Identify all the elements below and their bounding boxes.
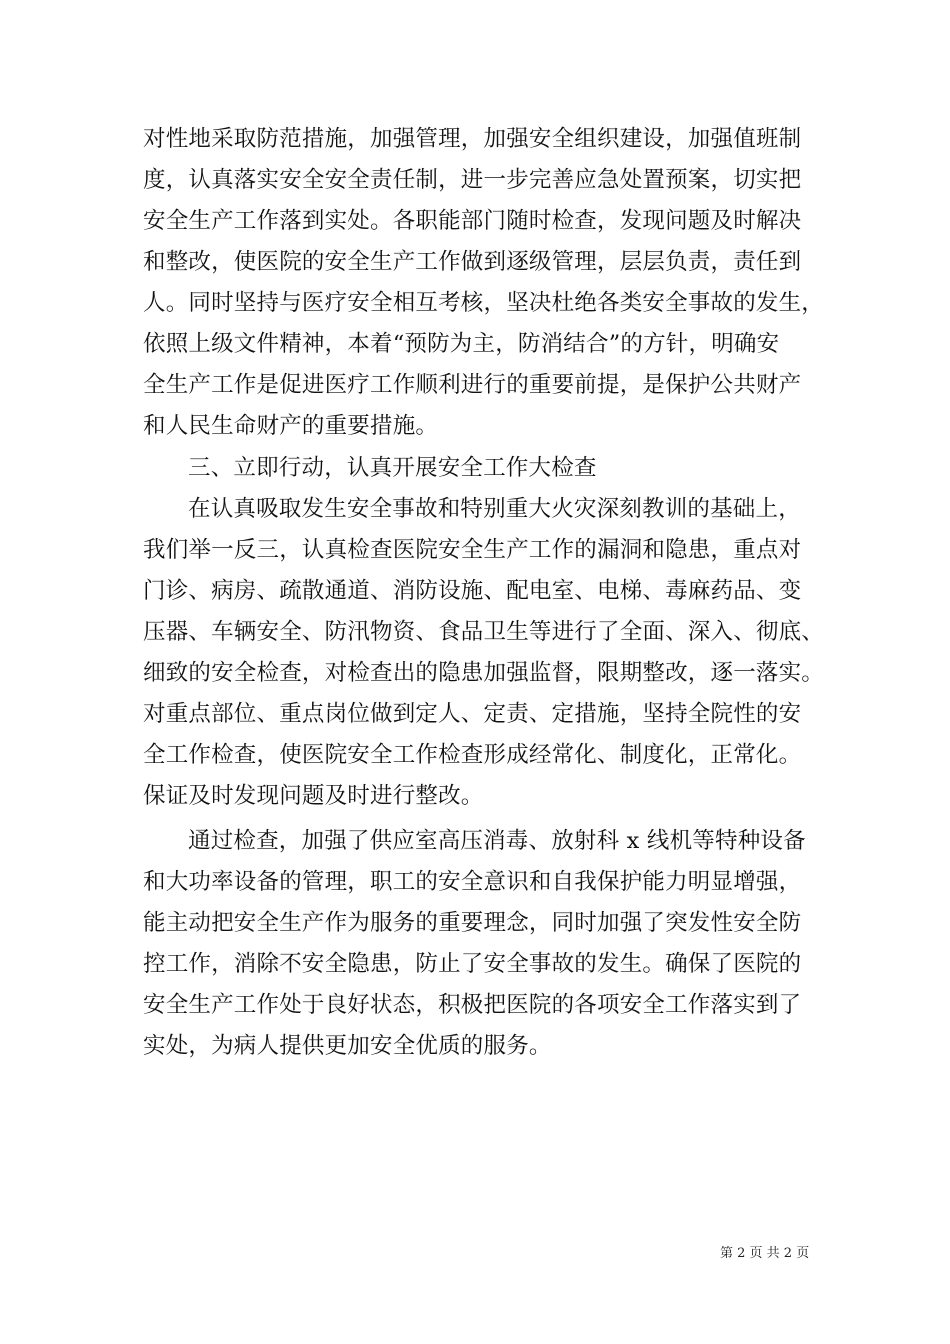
text-line: 实处，为病人提供更加安全优质的服务。 xyxy=(143,1033,552,1059)
text-line: 和大功率设备的管理，职工的安全意识和自我保护能力明显增强， xyxy=(143,869,802,895)
text-line: 安全生产工作处于良好状态，积极把医院的各项安全工作落实到了 xyxy=(143,992,802,1018)
text-line: 对性地采取防范措施，加强管理，加强安全组织建设，加强值班制 xyxy=(143,126,802,152)
text-line: 全工作检查，使医院安全工作检查形成经常化、制度化，正常化。 xyxy=(143,742,802,768)
text-line: 全生产工作是促进医疗工作顺利进行的重要前提，是保护公共财产 xyxy=(143,372,802,398)
text-line: 保证及时发现问题及时进行整改。 xyxy=(143,783,484,809)
text-line: 细致的安全检查，对检查出的隐患加强监督，限期整改，逐一落实。 xyxy=(143,660,825,686)
page-number: 第 2 页 共 2 页 xyxy=(720,1246,810,1261)
text-line: 控工作，消除不安全隐患，防止了安全事故的发生。确保了医院的 xyxy=(143,951,802,977)
text-line: 安全生产工作落到实处。各职能部门随时检查，发现问题及时解决 xyxy=(143,208,802,234)
text-line: 和人民生命财产的重要措施。 xyxy=(143,413,439,439)
text-line: 门诊、病房、疏散通道、消防设施、配电室、电梯、毒麻药品、变 xyxy=(143,578,802,604)
text-line: 能主动把安全生产作为服务的重要理念，同时加强了突发性安全防 xyxy=(143,910,802,936)
text-line: 人。同时坚持与医疗安全相互考核，坚决杜绝各类安全事故的发生， xyxy=(143,290,825,316)
section-heading: 三、立即行动，认真开展安全工作大检查 xyxy=(188,455,597,481)
text-line: 度，认真落实安全安全责任制，进一步完善应急处置预案，切实把 xyxy=(143,167,802,193)
text-line: 我们举一反三，认真检查医院安全生产工作的漏洞和隐患，重点对 xyxy=(143,537,802,563)
text-line: 在认真吸取发生安全事故和特别重大火灾深刻教训的基础上， xyxy=(188,496,801,522)
text-line: 对重点部位、重点岗位做到定人、定责、定措施，坚持全院性的安 xyxy=(143,701,802,727)
text-line: 依照上级文件精神，本着“预防为主，防消结合”的方针，明确安 xyxy=(143,331,780,357)
text-line: 通过检查，加强了供应室高压消毒、放射科 x 线机等特种设备 xyxy=(188,828,806,854)
text-line: 压器、车辆安全、防汛物资、食品卫生等进行了全面、深入、彻底、 xyxy=(143,619,825,645)
text-line: 和整改，使医院的安全生产工作做到逐级管理，层层负责，责任到 xyxy=(143,249,802,275)
